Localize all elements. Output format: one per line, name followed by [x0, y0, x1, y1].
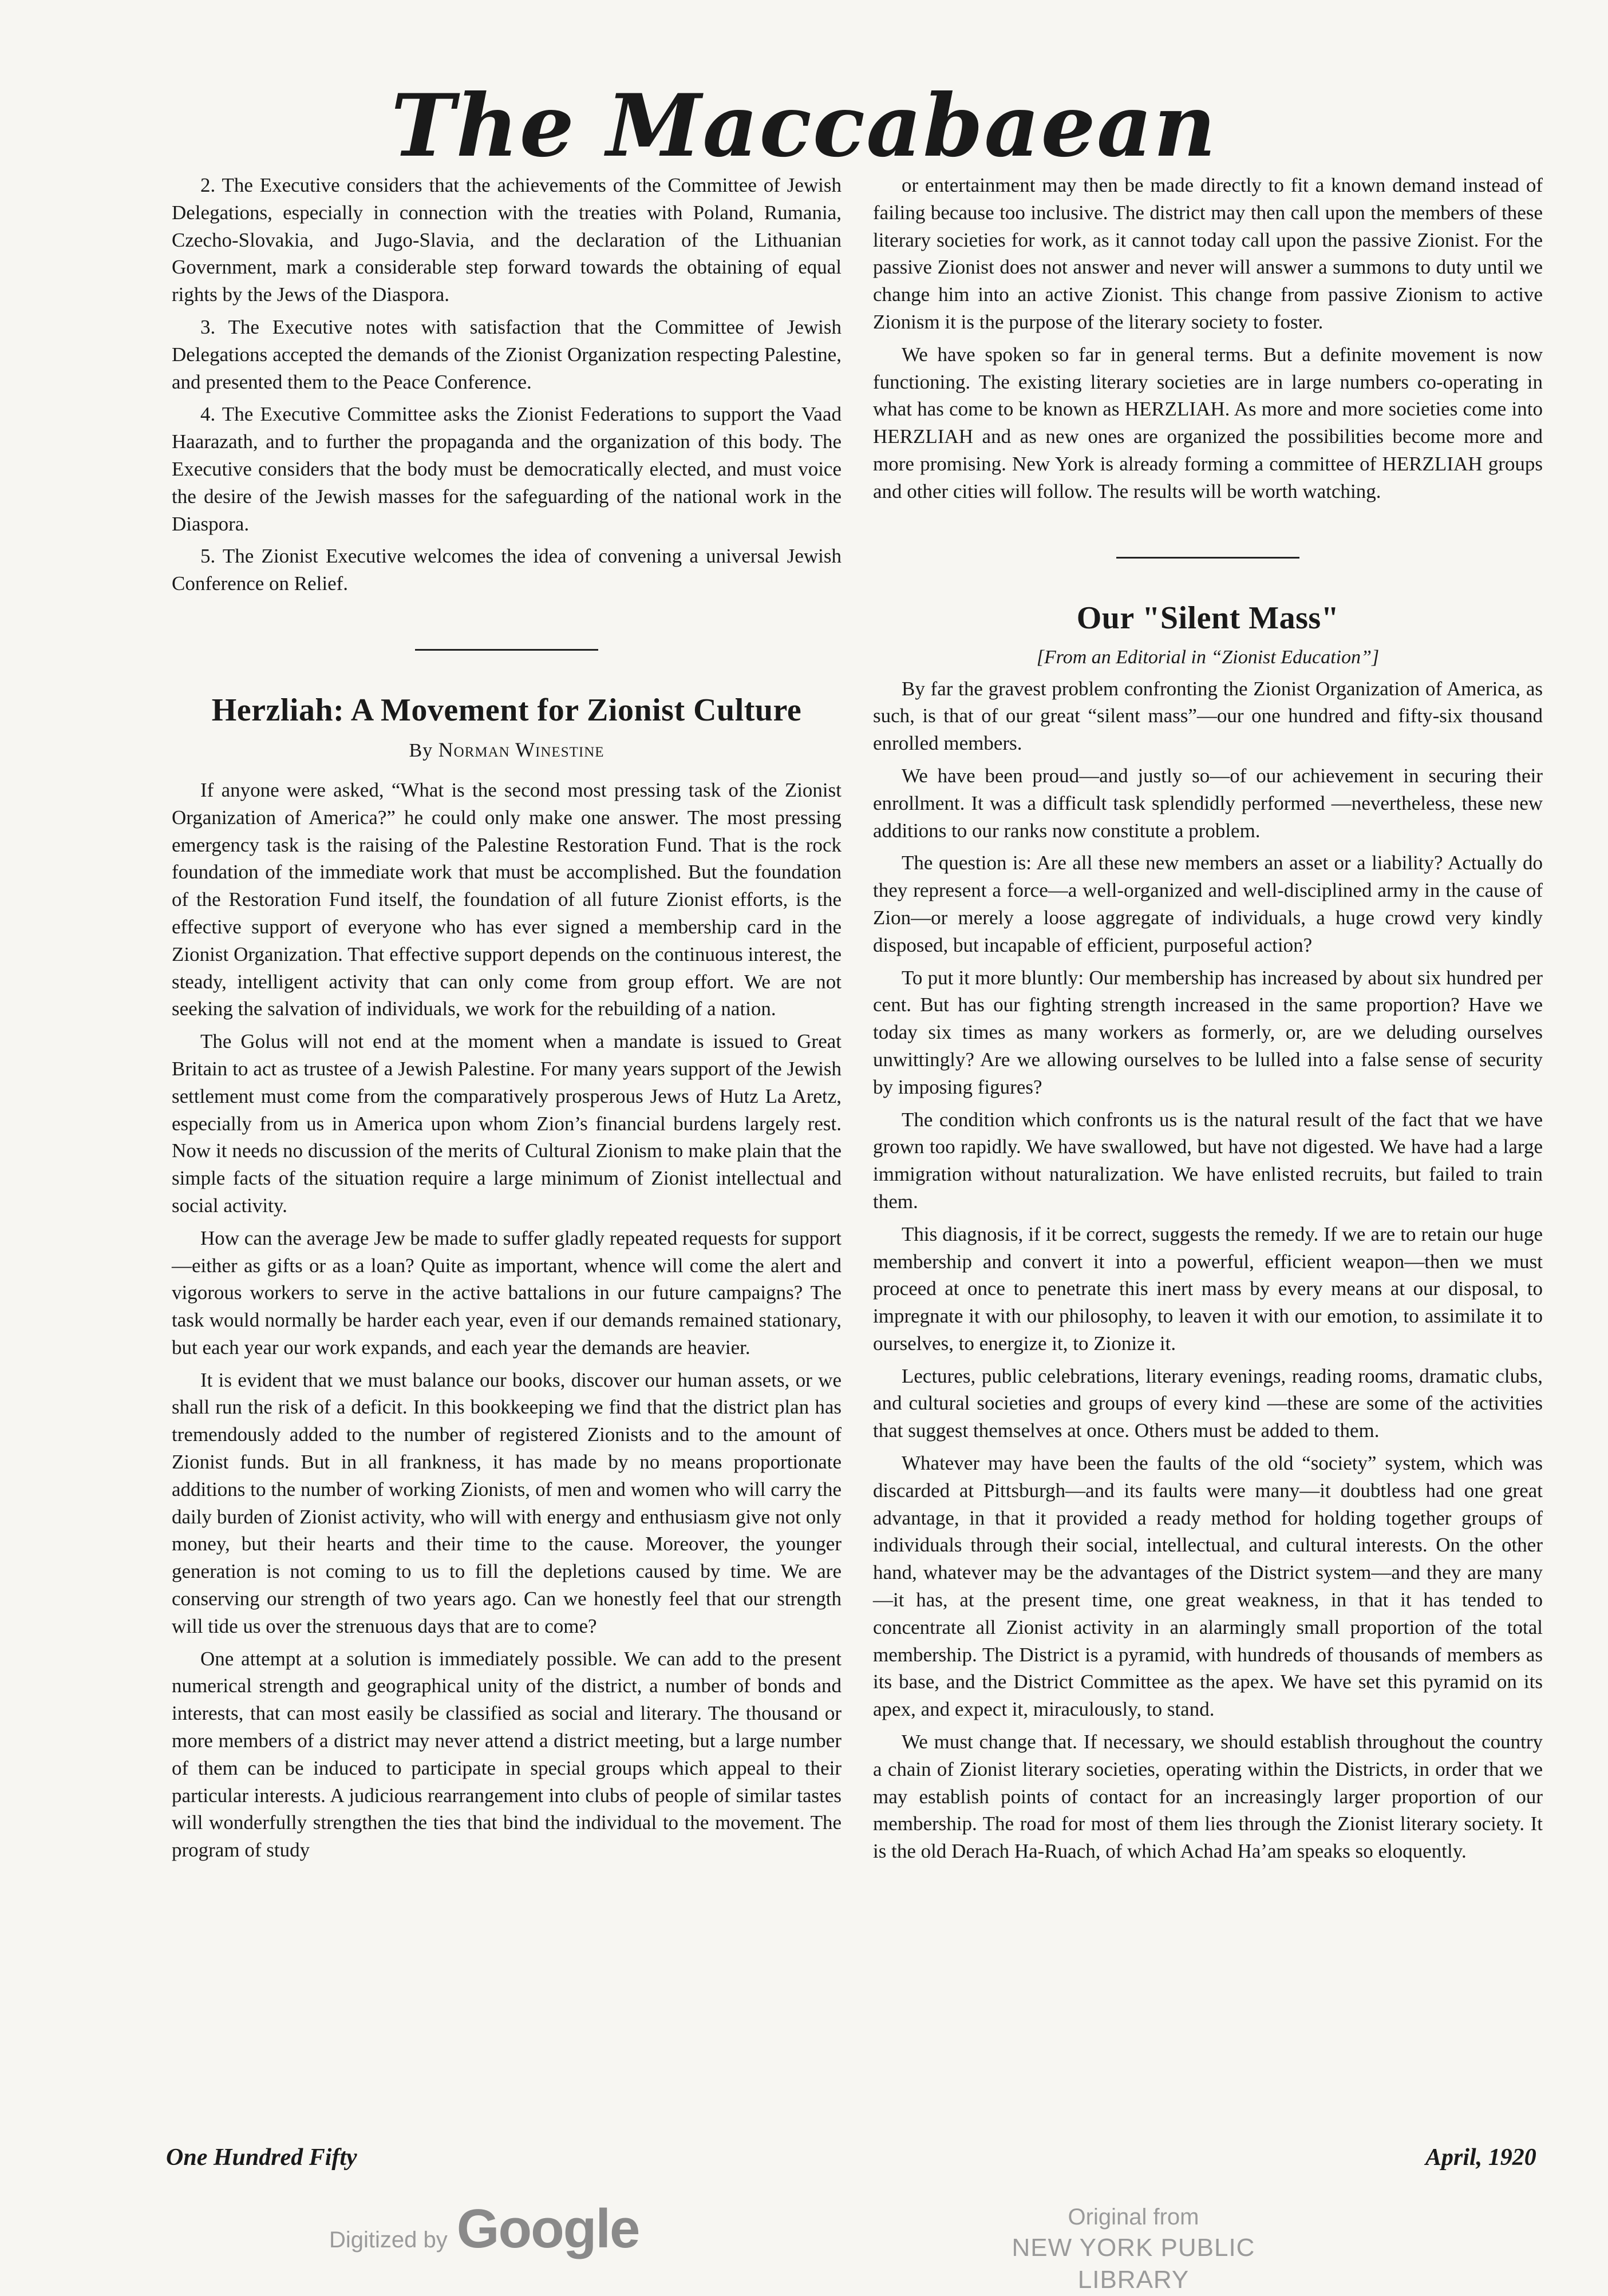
article-byline [172, 737, 841, 764]
masthead-title: The Maccabaean [390, 76, 1218, 176]
article-paragraph: How can the average Jew be made to suffer gladly repeated requests for support—either as gifts or as a loan? Quite as important, whence will come the alert and vigorous workers to serve in the active battalions in our future campaigns? The task would normally be harder each year, even if our demands remained stationary, but each year our work expands, and each year the demands are heavier. [172, 1226, 841, 1359]
article-paragraph: Lectures, public celebrations, literary evenings, reading rooms, dramatic clubs, and cultural societies and groups of every kind —these are some of the activities that suggest themselves at once. Others must be added to them. [873, 1364, 1543, 1442]
continuation-paragraph: We have spoken so far in general terms. But a definite movement is now functioning. The existing literary societies are in large numbers co-operating in what has come to be known as HERZLIAH. As more and more societies come into HERZLIAH and as new ones are organized the possibilities become more and more promising. New York is already forming a committee of HERZLIAH groups and other cities will follow. The results will be worth watching. [873, 343, 1543, 502]
article-paragraph: To put it more bluntly: Our membership has increased by about six hundred per cent. But has our fighting strength increased in the same proportion? Have we today six times as many workers as formerly, or, are we deluding ourselves unwittingly? Are we allowing ourselves to be lulled into a false sense of security by imposing figures? [873, 966, 1543, 1098]
page-label: One Hundred Fifty [166, 2144, 357, 2171]
author-name: Norman Winestine [438, 738, 605, 761]
article-paragraph: The question is: Are all these new members an asset or a liability? Actually do they represent a force—a well-organized and well-disciplined army in the cause of Zion—or merely a loose aggregate of individuals, a huge crowd very kindly disposed, but incapable of efficient, purposeful action? [873, 852, 1543, 956]
digitized-by-text: Digitized by [329, 2227, 448, 2253]
issue-date: April, 1920 [1425, 2144, 1536, 2171]
original-from-text: Original from [1068, 2204, 1199, 2230]
continuation-paragraph: or entertainment may then be made directly to fit a known demand instead of failing because too inclusive. The district may then call upon the members of these literary societies for work, as it cannot today call upon the passive Zionist. For the passive Zionist does not answer and never will answer a summons to duty until we change him into an active Zionist. This change from passive Zionism to active Zionism it is the purpose of the literary society to foster. [873, 174, 1543, 333]
article-paragraph: Whatever may have been the faults of the old “society” system, which was discarded at Pittsburgh—and its faults were many—it doubtless had one great advantage, in that it provided a ready method for holding together groups of individuals through their social, intellectual, and cultural interests. On the other hand, whatever may be the advantages of the District system—and they are many—it has, at the present time, one great weakness, in that it has tended to concentrate all Zionist activity in an alarmingly small proportion of the total membership. The District is a pyramid, with hundreds of thousands of members as its base, and the District Committee as the apex. We have set this pyramid on its apex, and expect it, miraculously, to stand. [873, 1452, 1543, 1721]
resolution-paragraph: 3. The Executive notes with satisfaction that the Committee of Jewish Delegations accepted the demands of the Zionist Organization respecting Palestine, and presented them to the Peace Conference. [172, 315, 841, 393]
library-name: NEW YORK PUBLIC LIBRARY [1012, 2234, 1255, 2294]
left-column [172, 172, 841, 1869]
article-paragraph: It is evident that we must balance our books, discover our human assets, or we shall run the risk of a deficit. In this bookkeeping we find that the district plan has tremendously added to the number of registered Zionists and to the amount of Zionist funds. But in all frankness, it has made by no means proportionate additions to the number of working Zionists, of men and women who will carry the daily burden of Zionist activity, who will with energy and enthusiasm give not only money, but their hearts and their time to the cause. Moreover, the younger generation is not coming to us to fill the depletions caused by time. We are conserving our strength of two years ago. Can we honestly feel that our strength will tide us over the strenuous days that are to come? [172, 1368, 841, 1637]
article-paragraph: By far the gravest problem confronting the Zionist Organization of America, as such, is that of our great “silent mass”—our one hundred and fifty-six thousand enrolled members. [873, 677, 1543, 755]
section-divider [1116, 557, 1299, 559]
article-title-silent-mass: Our "Silent Mass" [1076, 600, 1340, 636]
article-paragraph: This diagnosis, if it be correct, suggests the remedy. If we are to retain our huge membership and convert it into a powerful, efficient weapon—then we must proceed at once to penetrate this inert mass by every means at our disposal, to impregnate it with our philosophy, to leaven it with our emotion, to assimilate it to ourselves, to energize it, to Zionize it. [873, 1222, 1543, 1355]
resolution-paragraph: 4. The Executive Committee asks the Zionist Federations to support the Vaad Haarazath, and to further the propaganda and the organization of this body. The Executive considers that the body must be democratically elected, and must voice the desire of the Jewish masses for the safeguarding of the national work in the Diaspora. [172, 403, 841, 535]
article-paragraph: We have been proud—and justly so—of our achievement in securing their enrollment. It was a difficult task splendidly performed —nevertheless, these new additions to our ranks now constitute a problem. [873, 764, 1543, 842]
byline-prefix: By [409, 739, 433, 761]
article-title-herzliah: Herzliah: A Movement for Zionist Culture [211, 692, 802, 728]
article-paragraph: We must change that. If necessary, we should establish throughout the country a chain of Zionist literary societies, operating within the Districts, in order that we may establish points of contact for an increasingly larger proportion of our membership. The road for most of them lies through the Zionist literary society. It is the old Derach Ha-Ruach, of which Achad Ha’am speaks so eloquently. [873, 1731, 1543, 1863]
resolution-paragraph: 2. The Executive considers that the achievements of the Committee of Jewish Delegations, especially in connection with the treaties with Poland, Rumania, Czecho-Slovakia, and Jugo-Slavia, and the declaration of the Lithuanian Government, mark a considerable step forward towards the obtaining of equal rights by the Jews of the Diaspora. [172, 174, 841, 306]
article-paragraph: The condition which confronts us is the natural result of the fact that we have grown too rapidly. We have swallowed, but have not digested. We have had a large immigration without naturalization. We have enlisted recruits, but failed to train them. [873, 1108, 1543, 1213]
right-column [873, 172, 1543, 1870]
article-paragraph: The Golus will not end at the moment when a mandate is issued to Great Britain to act as trustee of a Jewish Palestine. For many years support of the Jewish settlement must come from the comparatively prosperous Jews of Hutz La Aretz, especially from us in America upon whom Zion’s financial burdens largely rest. Now it needs no discussion of the merits of Cultural Zionism to make plain that the simple facts of the situation require a large minimum of Zionist intellectual and social activity. [172, 1030, 841, 1217]
section-divider [415, 649, 598, 651]
google-logo: Google [456, 2198, 639, 2259]
resolution-paragraph: 5. The Zionist Executive welcomes the idea of convening a universal Jewish Conference on Relief. [172, 545, 841, 595]
article-paragraph: If anyone were asked, “What is the second most pressing task of the Zionist Organization of America?” he could only make one answer. The most pressing emergency task is the raising of the Palestine Restoration Fund. That is the rock foundation of the immediate work that must be accomplished. But the foundation of the Restoration Fund itself, the foundation of all future Zionist efforts, is the effective support of everyone who has ever signed a membership card in the Zionist Organization. That effective support depends on the continuous interest, the steady, intelligent activity that can only come from group effort. We are not seeking the salvation of individuals, we work for the rebuilding of a nation. [172, 778, 841, 1020]
original-source-watermark [962, 2202, 1305, 2296]
article-source-note: [From an Editorial in “Zionist Education”] [1036, 646, 1380, 668]
article-paragraph: One attempt at a solution is immediately possible. We can add to the present numerical strength and geographical unity of the district, a number of bonds and interests, that can most easily be classified as social and literary. The thousand or more members of a district may never attend a district meeting, but a large number of them can be induced to participate in special groups which appeal to their particular interests. A judicious rearrangement into clubs of people of similar tastes will wonderfully strengthen the ties that bind the individual to the movement. The program of study [172, 1647, 841, 1862]
digitized-by-watermark [329, 2198, 639, 2261]
